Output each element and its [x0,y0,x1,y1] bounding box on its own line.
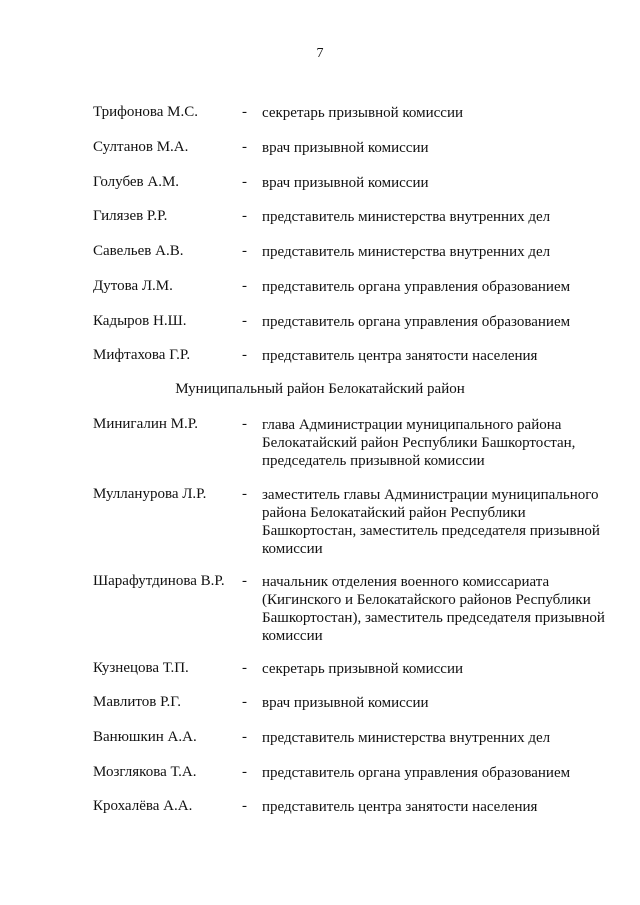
member-role: представитель центра занятости населения [262,799,538,815]
member-role: врач призывной комиссии [262,695,429,711]
member-name: Савельев А.В. [93,243,184,259]
member-role: представитель министерства внутренних дел [262,730,551,746]
dash: - [242,139,247,155]
dash: - [242,174,247,190]
member-name: Мулланурова Л.Р. [93,486,207,502]
dash: - [242,313,247,329]
member-name: Минигалин М.Р. [93,416,198,432]
member-role: представитель органа управления образованием [262,314,571,330]
member-role: представитель центра занятости населения [262,348,538,364]
member-name: Дутова Л.М. [93,278,173,294]
dash: - [242,764,247,780]
dash: - [242,104,247,120]
member-role: глава Администрации муниципального района Белокатайский район Республики Башкортостан, председатель призывной комиссии [262,417,576,469]
member-name: Гилязев Р.Р. [93,208,168,224]
member-role: представитель министерства внутренних дел [262,244,551,260]
member-role: заместитель главы Администрации муниципального района Белокатайский район Республики Башкортостан, заместитель председателя призывной комиссии [262,487,600,557]
section-title: Муниципальный район Белокатайский район [175,381,465,397]
page-number: 7 [316,46,324,61]
dash: - [242,208,247,224]
member-name: Трифонова М.С. [93,104,198,120]
member-name: Султанов М.А. [93,139,189,155]
dash: - [242,416,247,432]
member-name: Кузнецова Т.П. [93,660,189,676]
member-role: секретарь призывной комиссии [262,105,464,121]
member-name: Мозглякова Т.А. [93,764,197,780]
dash: - [242,347,247,363]
member-role: врач призывной комиссии [262,175,429,191]
dash: - [242,573,247,589]
member-name: Ванюшкин А.А. [93,729,197,745]
member-name: Крохалёва А.А. [93,798,193,814]
member-role: секретарь призывной комиссии [262,661,464,677]
member-role: начальник отделения военного комиссариата (Кигинского и Белокатайского районов Республики Башкортостан), заместитель председателя призывной комиссии [262,574,605,644]
member-name: Мифтахова Г.Р. [93,347,191,363]
member-name: Шарафутдинова В.Р. [93,573,225,589]
dash: - [242,694,247,710]
member-role: представитель органа управления образованием [262,765,571,781]
member-role: представитель министерства внутренних дел [262,209,551,225]
member-name: Кадыров Н.Ш. [93,313,187,329]
dash: - [242,798,247,814]
member-name: Мавлитов Р.Г. [93,694,182,710]
dash: - [242,278,247,294]
member-name: Голубев А.М. [93,174,180,190]
dash: - [242,243,247,259]
member-role: представитель органа управления образованием [262,279,571,295]
dash: - [242,660,247,676]
member-role: врач призывной комиссии [262,140,429,156]
dash: - [242,729,247,745]
dash: - [242,486,247,502]
